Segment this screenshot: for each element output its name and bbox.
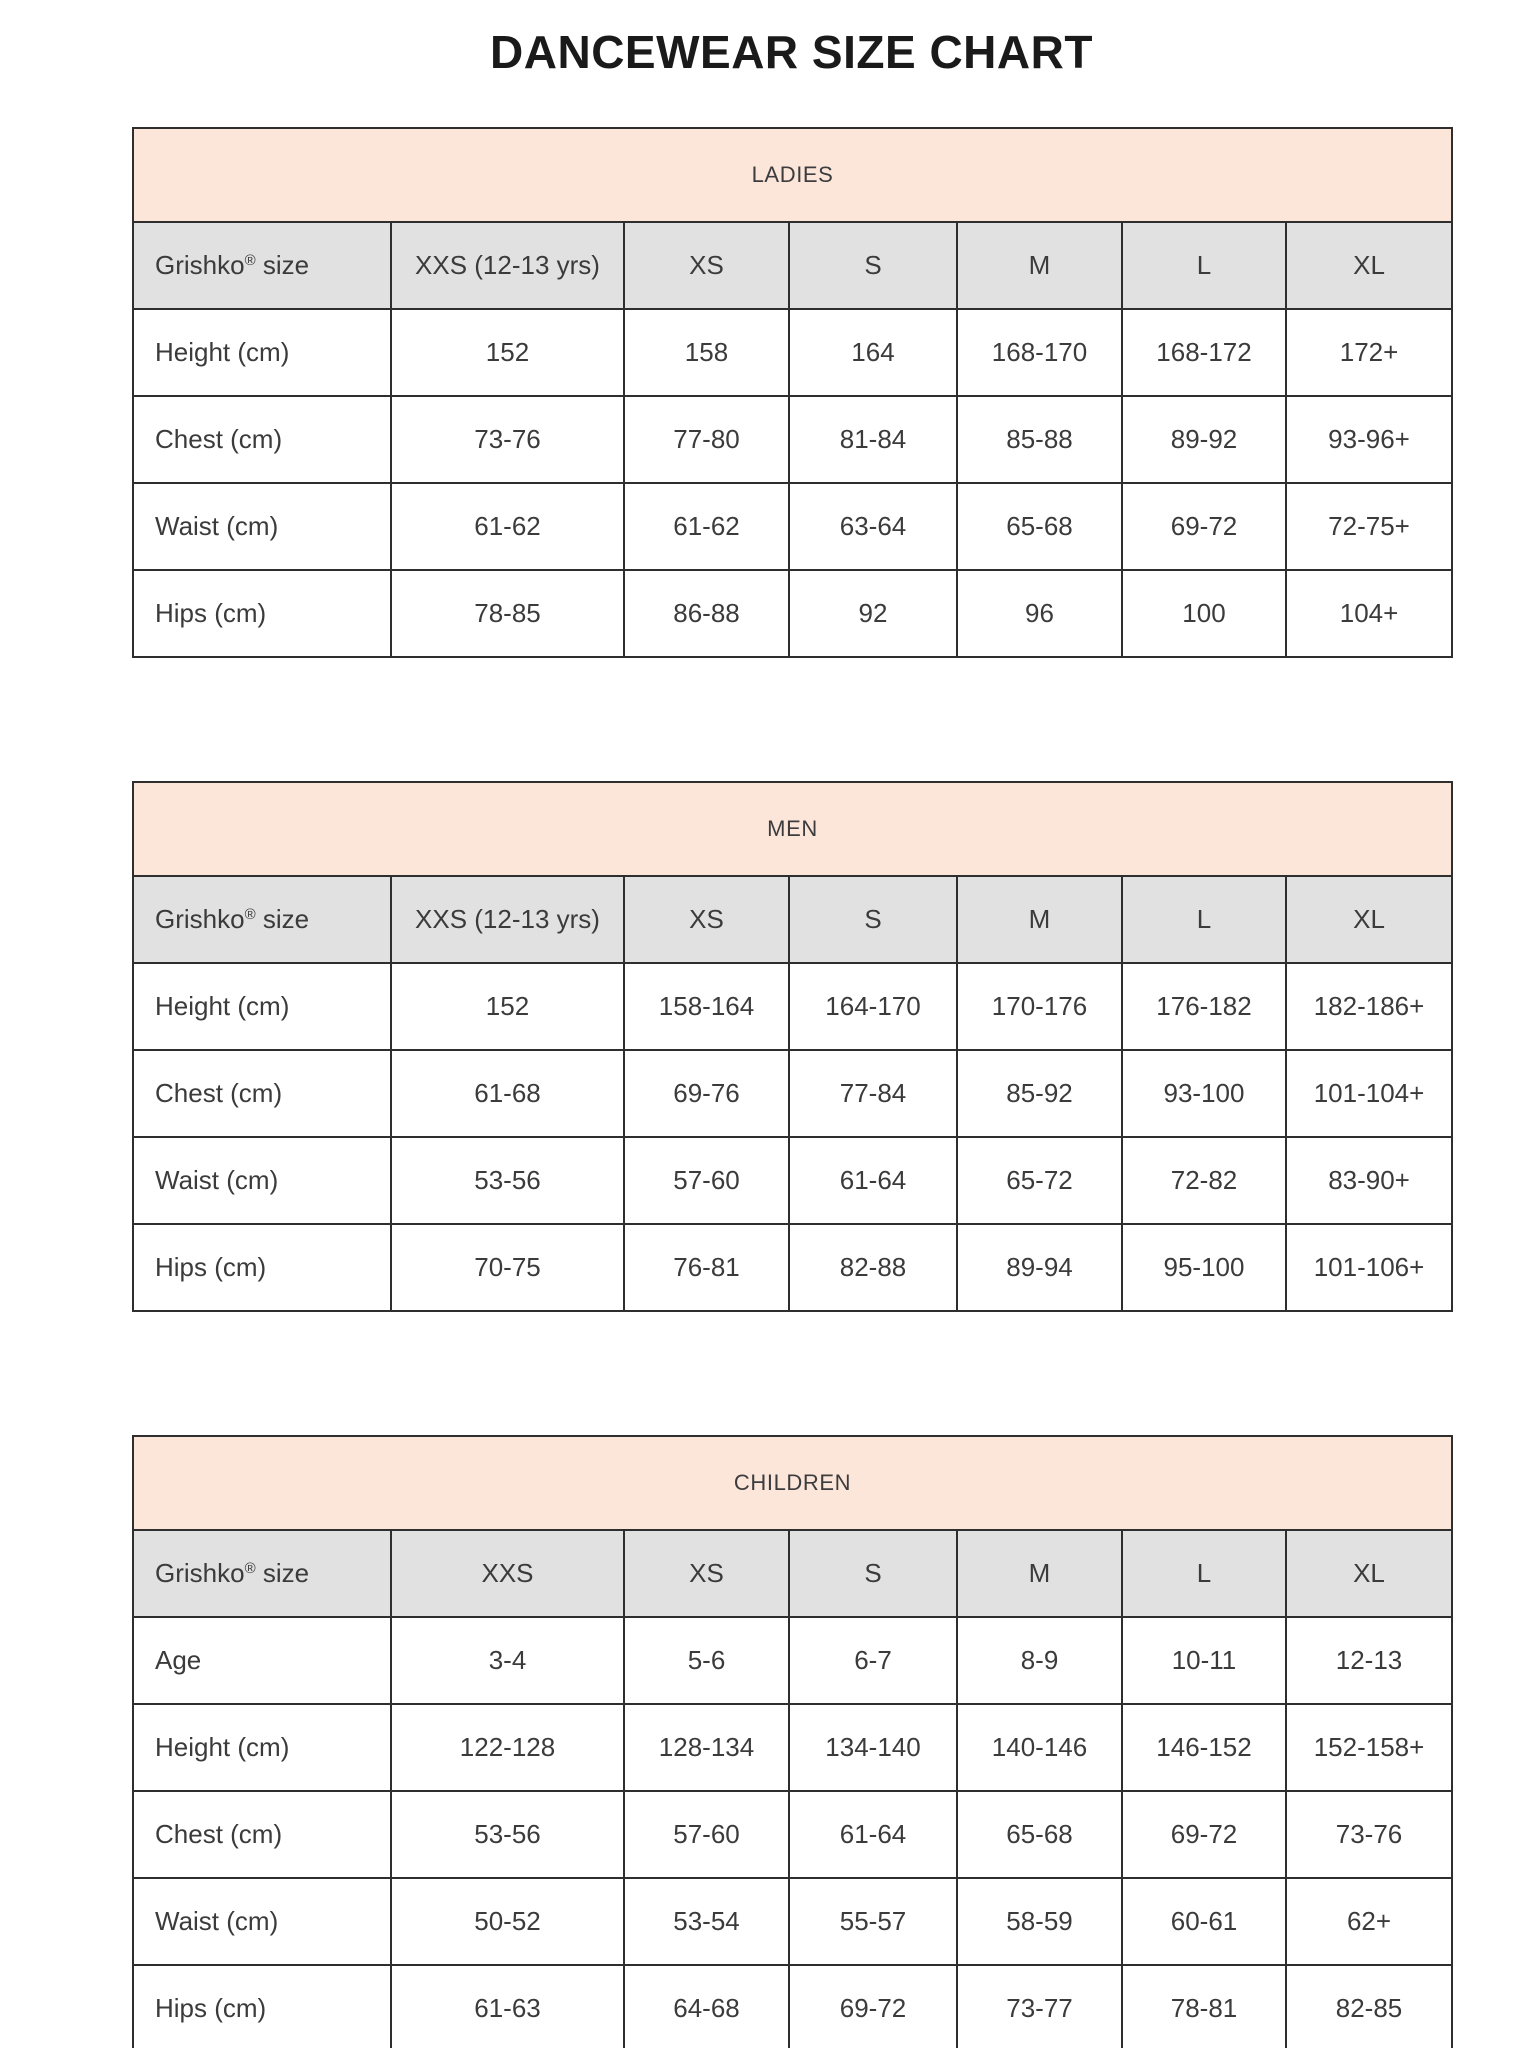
brand-name: Grishko xyxy=(155,249,245,280)
measurement-cell: 69-72 xyxy=(1122,1791,1286,1878)
measurement-cell: 58-59 xyxy=(957,1878,1122,1965)
measurement-cell: 134-140 xyxy=(789,1704,957,1791)
row-label: Chest (cm) xyxy=(133,1791,391,1878)
measurement-cell: 60-61 xyxy=(1122,1878,1286,1965)
measurement-cell: 53-54 xyxy=(624,1878,789,1965)
table-row xyxy=(133,1791,1452,1878)
measurement-cell: 82-85 xyxy=(1286,1965,1452,2048)
measurement-cell: 65-68 xyxy=(957,1791,1122,1878)
size-column-header: M xyxy=(957,222,1122,309)
registered-mark: ® xyxy=(244,251,256,269)
measurement-cell: 168-172 xyxy=(1122,309,1286,396)
corner-suffix: size xyxy=(255,903,310,934)
corner-label xyxy=(133,1530,391,1617)
table-row xyxy=(133,483,1452,570)
measurement-cell: 3-4 xyxy=(391,1617,624,1704)
table-row xyxy=(133,570,1452,657)
measurement-cell: 152 xyxy=(391,309,624,396)
measurement-cell: 164 xyxy=(789,309,957,396)
size-column-header: S xyxy=(789,1530,957,1617)
section-band-row xyxy=(133,782,1452,876)
size-column-header: XXS (12-13 yrs) xyxy=(391,876,624,963)
corner-label xyxy=(133,222,391,309)
section-band-row xyxy=(133,128,1452,222)
measurement-cell: 77-84 xyxy=(789,1050,957,1137)
measurement-cell: 8-9 xyxy=(957,1617,1122,1704)
measurement-cell: 95-100 xyxy=(1122,1224,1286,1311)
measurement-cell: 82-88 xyxy=(789,1224,957,1311)
size-table-men xyxy=(132,781,1453,1312)
measurement-cell: 73-76 xyxy=(391,396,624,483)
measurement-cell: 61-62 xyxy=(624,483,789,570)
table-row xyxy=(133,1965,1452,2048)
corner-suffix: size xyxy=(255,1557,310,1588)
size-header-row xyxy=(133,222,1452,309)
measurement-cell: 72-82 xyxy=(1122,1137,1286,1224)
row-label: Waist (cm) xyxy=(133,1137,391,1224)
measurement-cell: 69-72 xyxy=(1122,483,1286,570)
measurement-cell: 140-146 xyxy=(957,1704,1122,1791)
size-column-header: XS xyxy=(624,222,789,309)
measurement-cell: 172+ xyxy=(1286,309,1452,396)
size-column-header: XL xyxy=(1286,1530,1452,1617)
measurement-cell: 93-96+ xyxy=(1286,396,1452,483)
measurement-cell: 89-92 xyxy=(1122,396,1286,483)
measurement-cell: 85-92 xyxy=(957,1050,1122,1137)
measurement-cell: 92 xyxy=(789,570,957,657)
measurement-cell: 100 xyxy=(1122,570,1286,657)
section-header: MEN xyxy=(133,782,1452,876)
measurement-cell: 158-164 xyxy=(624,963,789,1050)
measurement-cell: 55-57 xyxy=(789,1878,957,1965)
size-column-header: XL xyxy=(1286,876,1452,963)
brand-name: Grishko xyxy=(155,903,245,934)
row-label: Waist (cm) xyxy=(133,483,391,570)
row-label: Height (cm) xyxy=(133,1704,391,1791)
section-band-row xyxy=(133,1436,1452,1530)
corner-suffix: size xyxy=(255,249,310,280)
measurement-cell: 50-52 xyxy=(391,1878,624,1965)
measurement-cell: 12-13 xyxy=(1286,1617,1452,1704)
measurement-cell: 73-77 xyxy=(957,1965,1122,2048)
table-row xyxy=(133,1878,1452,1965)
table-row xyxy=(133,309,1452,396)
measurement-cell: 61-64 xyxy=(789,1137,957,1224)
measurement-cell: 78-85 xyxy=(391,570,624,657)
row-label: Chest (cm) xyxy=(133,396,391,483)
size-column-header: L xyxy=(1122,876,1286,963)
measurement-cell: 70-75 xyxy=(391,1224,624,1311)
measurement-cell: 78-81 xyxy=(1122,1965,1286,2048)
measurement-cell: 146-152 xyxy=(1122,1704,1286,1791)
measurement-cell: 104+ xyxy=(1286,570,1452,657)
size-column-header: XXS xyxy=(391,1530,624,1617)
measurement-cell: 61-68 xyxy=(391,1050,624,1137)
measurement-cell: 96 xyxy=(957,570,1122,657)
measurement-cell: 89-94 xyxy=(957,1224,1122,1311)
measurement-cell: 101-106+ xyxy=(1286,1224,1452,1311)
table-row xyxy=(133,1704,1452,1791)
measurement-cell: 182-186+ xyxy=(1286,963,1452,1050)
size-column-header: XS xyxy=(624,876,789,963)
measurement-cell: 77-80 xyxy=(624,396,789,483)
row-label: Age xyxy=(133,1617,391,1704)
measurement-cell: 53-56 xyxy=(391,1791,624,1878)
measurement-cell: 61-62 xyxy=(391,483,624,570)
size-table-ladies xyxy=(132,127,1453,658)
table-row xyxy=(133,1137,1452,1224)
measurement-cell: 65-72 xyxy=(957,1137,1122,1224)
measurement-cell: 164-170 xyxy=(789,963,957,1050)
measurement-cell: 86-88 xyxy=(624,570,789,657)
size-column-header: XS xyxy=(624,1530,789,1617)
row-label: Hips (cm) xyxy=(133,570,391,657)
size-column-header: XXS (12-13 yrs) xyxy=(391,222,624,309)
row-label: Chest (cm) xyxy=(133,1050,391,1137)
brand-name: Grishko xyxy=(155,1557,245,1588)
measurement-cell: 101-104+ xyxy=(1286,1050,1452,1137)
table-row xyxy=(133,1617,1452,1704)
measurement-cell: 69-72 xyxy=(789,1965,957,2048)
row-label: Hips (cm) xyxy=(133,1965,391,2048)
measurement-cell: 76-81 xyxy=(624,1224,789,1311)
measurement-cell: 69-76 xyxy=(624,1050,789,1137)
measurement-cell: 152-158+ xyxy=(1286,1704,1452,1791)
tables-container xyxy=(132,127,1451,2048)
size-chart-page xyxy=(0,26,1536,2048)
page-title: DANCEWEAR SIZE CHART xyxy=(490,26,1093,78)
table-row xyxy=(133,963,1452,1050)
size-header-row xyxy=(133,876,1452,963)
measurement-cell: 85-88 xyxy=(957,396,1122,483)
size-column-header: S xyxy=(789,222,957,309)
measurement-cell: 61-63 xyxy=(391,1965,624,2048)
row-label: Waist (cm) xyxy=(133,1878,391,1965)
measurement-cell: 81-84 xyxy=(789,396,957,483)
measurement-cell: 168-170 xyxy=(957,309,1122,396)
row-label: Hips (cm) xyxy=(133,1224,391,1311)
size-column-header: XL xyxy=(1286,222,1452,309)
size-header-row xyxy=(133,1530,1452,1617)
size-column-header: L xyxy=(1122,222,1286,309)
measurement-cell: 5-6 xyxy=(624,1617,789,1704)
measurement-cell: 53-56 xyxy=(391,1137,624,1224)
size-column-header: L xyxy=(1122,1530,1286,1617)
measurement-cell: 122-128 xyxy=(391,1704,624,1791)
measurement-cell: 73-76 xyxy=(1286,1791,1452,1878)
corner-label xyxy=(133,876,391,963)
measurement-cell: 62+ xyxy=(1286,1878,1452,1965)
size-table-children xyxy=(132,1435,1453,2048)
measurement-cell: 72-75+ xyxy=(1286,483,1452,570)
measurement-cell: 63-64 xyxy=(789,483,957,570)
measurement-cell: 6-7 xyxy=(789,1617,957,1704)
registered-mark: ® xyxy=(244,1559,256,1577)
row-label: Height (cm) xyxy=(133,963,391,1050)
measurement-cell: 170-176 xyxy=(957,963,1122,1050)
table-row xyxy=(133,1050,1452,1137)
size-column-header: S xyxy=(789,876,957,963)
registered-mark: ® xyxy=(244,905,256,923)
table-row xyxy=(133,1224,1452,1311)
size-column-header: M xyxy=(957,876,1122,963)
measurement-cell: 57-60 xyxy=(624,1791,789,1878)
measurement-cell: 10-11 xyxy=(1122,1617,1286,1704)
size-column-header: M xyxy=(957,1530,1122,1617)
section-header: CHILDREN xyxy=(133,1436,1452,1530)
measurement-cell: 61-64 xyxy=(789,1791,957,1878)
table-row xyxy=(133,396,1452,483)
measurement-cell: 64-68 xyxy=(624,1965,789,2048)
row-label: Height (cm) xyxy=(133,309,391,396)
measurement-cell: 93-100 xyxy=(1122,1050,1286,1137)
measurement-cell: 57-60 xyxy=(624,1137,789,1224)
measurement-cell: 128-134 xyxy=(624,1704,789,1791)
measurement-cell: 83-90+ xyxy=(1286,1137,1452,1224)
section-header: LADIES xyxy=(133,128,1452,222)
measurement-cell: 158 xyxy=(624,309,789,396)
measurement-cell: 152 xyxy=(391,963,624,1050)
measurement-cell: 176-182 xyxy=(1122,963,1286,1050)
measurement-cell: 65-68 xyxy=(957,483,1122,570)
